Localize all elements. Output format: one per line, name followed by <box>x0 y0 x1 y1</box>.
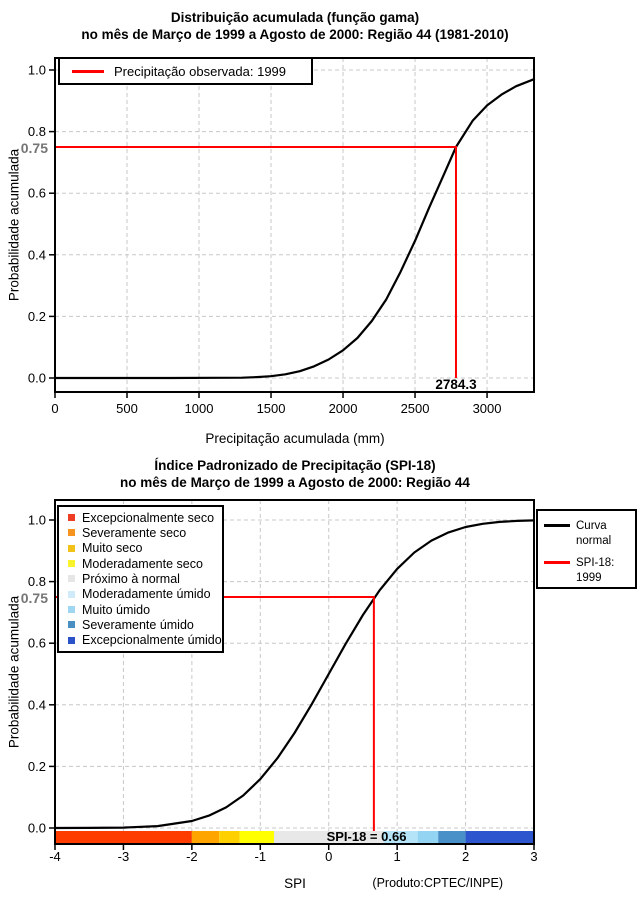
chart1-legend-label: Precipitação observada: 1999 <box>114 63 287 79</box>
legend-item <box>542 519 635 549</box>
legend-item <box>59 526 222 540</box>
tick-label: 0.2 <box>27 308 46 324</box>
chart1-marker-x-label: 2784.3 <box>435 377 477 392</box>
legend-item <box>59 557 222 571</box>
tick-label: 2 <box>461 849 470 864</box>
tick-label: 2000 <box>328 401 358 416</box>
tick-label: 500 <box>116 401 138 416</box>
tick-label: 1 <box>393 849 401 864</box>
tick-label: 2500 <box>400 401 430 416</box>
spi-category-band-segment <box>192 831 219 843</box>
tick-label: 1000 <box>184 401 214 416</box>
category-swatch-icon <box>68 591 75 598</box>
category-swatch-icon <box>68 560 75 567</box>
tick-label: 0.8 <box>27 124 46 140</box>
chart2-subtitle: no mês de Março de 1999 a Agosto de 2000: Região 44 <box>120 475 470 490</box>
chart1-x-axis-label: Precipitação acumulada (mm) <box>205 431 385 446</box>
chart2-y-axis-label: Probabilidade acumulada <box>6 595 22 749</box>
legend-item <box>59 603 222 617</box>
chart1-title: Distribuição acumulada (função gama) <box>170 10 420 25</box>
black-line-sample-icon <box>544 524 570 527</box>
legend-item <box>59 618 222 632</box>
tick-label: 0.4 <box>27 697 46 713</box>
spi-categories-legend <box>57 505 224 653</box>
spi-category-band-segment <box>240 831 274 843</box>
tick-label: 0 <box>51 401 59 416</box>
legend-item <box>542 556 635 586</box>
legend-item <box>59 511 222 525</box>
category-label: Moderadamente úmido <box>82 587 211 602</box>
chart1-y-axis-label: Probabilidade acumulada <box>6 148 22 302</box>
chart2-x-axis-label: SPI <box>284 876 306 891</box>
category-label: Excepcionalmente seco <box>82 510 215 525</box>
category-swatch-icon <box>68 606 75 613</box>
legend-item <box>59 633 222 647</box>
chart1-subtitle: no mês de Março de 1999 a Agosto de 2000: Região 44 (1981-2010) <box>81 27 509 42</box>
spi-category-band-segment <box>219 831 240 843</box>
curve-legend-label: Curva normal <box>576 520 612 547</box>
category-swatch-icon <box>68 545 75 552</box>
chart2-curves-legend <box>536 509 637 589</box>
spi-category-band-segment <box>55 831 192 843</box>
red-line-sample-icon <box>544 561 570 564</box>
category-label: Severamente seco <box>82 525 187 540</box>
category-swatch-icon <box>68 575 75 582</box>
tick-label: 0.0 <box>27 370 46 386</box>
observed-marker-line <box>55 147 456 378</box>
category-swatch-icon <box>68 514 75 521</box>
tick-label: 1500 <box>256 401 286 416</box>
credit-label: (Produto:CPTEC/INPE) <box>372 876 503 890</box>
tick-label: 3 <box>530 849 538 864</box>
tick-label: 0.2 <box>27 758 46 774</box>
tick-label: 1.0 <box>27 512 46 528</box>
category-label: Moderadamente seco <box>82 556 203 571</box>
category-label: Severamente úmido <box>82 617 194 632</box>
legend-item <box>59 572 222 586</box>
tick-label: 0.8 <box>27 574 46 590</box>
tick-label: -2 <box>186 849 198 864</box>
category-swatch-icon <box>68 621 75 628</box>
spi-value-label: SPI-18 = 0.66 <box>326 829 407 844</box>
category-swatch-icon <box>68 637 75 644</box>
tick-label: -3 <box>117 849 130 864</box>
tick-label: 0.6 <box>27 185 46 201</box>
tick-label: -4 <box>49 849 61 864</box>
tick-label: -1 <box>254 849 267 864</box>
category-label: Muito úmido <box>82 602 151 617</box>
tick-label: 0.4 <box>27 247 46 263</box>
legend-item <box>59 587 222 601</box>
red-line-sample-icon <box>72 70 104 73</box>
gamma-cdf-chart <box>28 58 534 416</box>
tick-label: 1.0 <box>27 62 46 78</box>
spi-category-band-segment <box>466 831 534 843</box>
chart1-legend <box>58 57 313 85</box>
tick-label: 3000 <box>472 401 502 416</box>
tick-label: 0.0 <box>27 820 46 836</box>
chart1-marker-y-label: 0.75 <box>20 140 48 156</box>
category-swatch-icon <box>68 529 75 536</box>
spi-category-band-segment <box>438 831 465 843</box>
spi-legend-label: SPI-18: 1999 <box>576 557 615 584</box>
tick-label: 0.6 <box>27 635 46 651</box>
category-label: Excepcionalmente úmido <box>82 633 222 648</box>
tick-label: 0 <box>325 849 333 864</box>
category-label: Muito seco <box>82 541 143 556</box>
category-label: Próximo à normal <box>82 571 180 586</box>
chart2-title: Índice Padronizado de Precipitação (SPI-18) <box>154 458 436 473</box>
legend-item <box>59 541 222 555</box>
chart2-marker-y-label: 0.75 <box>20 590 48 606</box>
